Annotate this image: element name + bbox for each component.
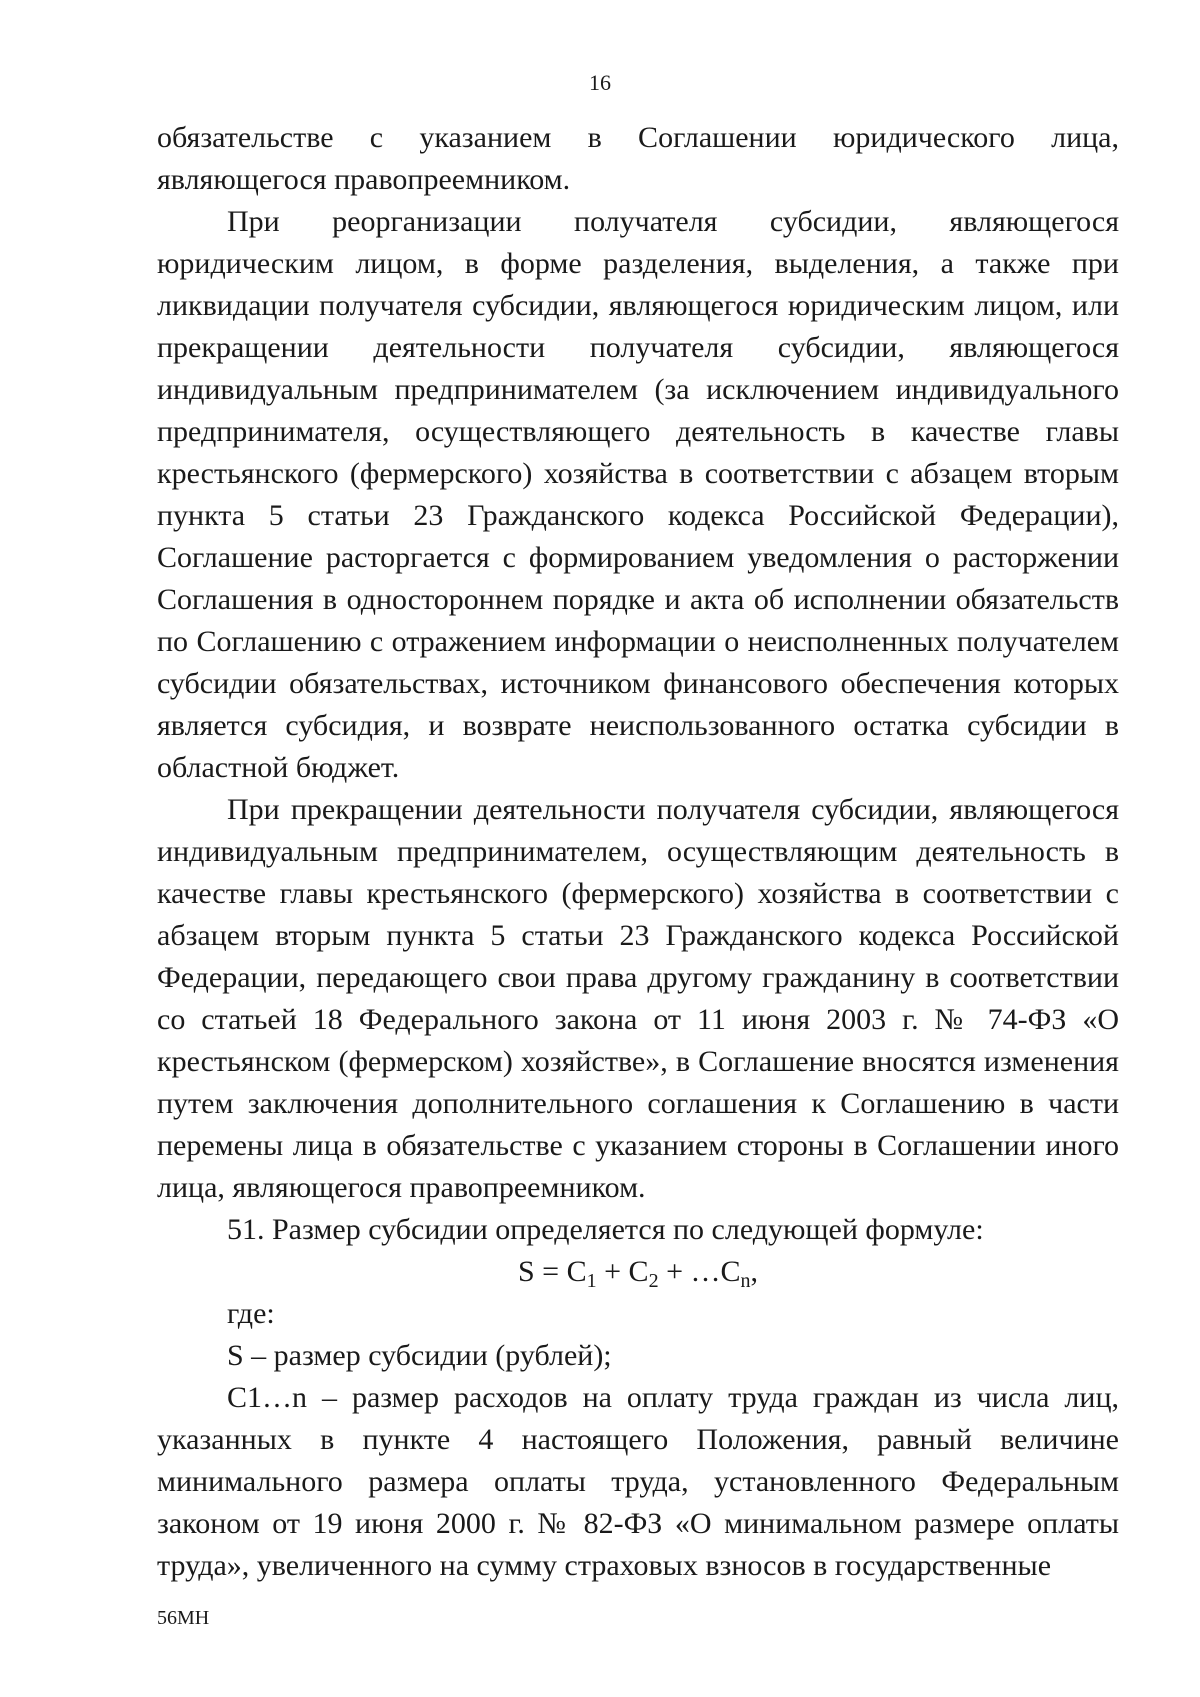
paragraph-continuation: обязательстве с указанием в Соглашении юридического лица, являющегося правопреемником.	[157, 121, 1119, 196]
formula-subscript-1: 1	[586, 1270, 597, 1292]
subsidy-formula	[157, 1251, 1119, 1293]
formula-lhs: S = C	[518, 1255, 587, 1288]
formula-plus-cn: + …C	[658, 1255, 741, 1288]
formula-subscript-2: 2	[648, 1270, 659, 1292]
document-body	[157, 117, 1119, 1587]
definition-s: S – размер субсидии (рублей);	[227, 1339, 612, 1372]
formula-subscript-n: n	[740, 1270, 751, 1292]
paragraph-51-subsidy-size: 51. Размер субсидии определяется по следующей формуле:	[227, 1213, 984, 1246]
page-number: 16	[589, 70, 611, 95]
paragraph-reorganization: При реорганизации получателя субсидии, являющегося юридическим лицом, в форме разделения, выделения, а также при ликвидации получателя субсидии, являющегося юридическим лицом, или прекращении деятельности получателя субсидии, являющегося индивидуальным предпринимателем (за исключением индивидуального предпринимателя, осуществляющего деятельность в качестве главы крестьянского (фермерского) хозяйства в соответствии с абзацем вторым пункта 5 статьи 23 Гражданского кодекса Российской Федерации), Соглашение расторгается с формированием уведомления о расторжении Соглашения в одностороннем порядке и акта об исполнении обязательств по Соглашению с отражением информации о неисполненных получателем субсидии обязательствах, источником финансового обеспечения которых является субсидия, и возврате неиспользованного остатка субсидии в областной бюджет.	[157, 205, 1119, 784]
formula-comma: ,	[750, 1255, 758, 1288]
definition-c1-n: C1…n – размер расходов на оплату труда граждан из числа лиц, указанных в пункте 4 настоящего Положения, равный величине минимального размера оплаты труда, установленного Федеральным законом от 19 июня 2000 г. № 82-ФЗ «О минимальном размере оплаты труда», увеличенного на сумму страховых взносов в государственные	[157, 1381, 1119, 1582]
document-footer-code: 56МН	[157, 1607, 210, 1629]
formula-plus-c2: + C	[596, 1255, 649, 1288]
paragraph-termination-farm-head: При прекращении деятельности получателя субсидии, являющегося индивидуальным предпринимателем, осуществляющим деятельность в качестве главы крестьянского (фермерского) хозяйства в соответствии с абзацем вторым пункта 5 статьи 23 Гражданского кодекса Российской Федерации, передающего свои права другому гражданину в соответствии со статьей 18 Федерального закона от 11 июня 2003 г. № 74-ФЗ «О крестьянском (фермерском) хозяйстве», в Соглашение вносятся изменения путем заключения дополнительного соглашения к Соглашению в части перемены лица в обязательстве с указанием стороны в Соглашении иного лица, являющегося правопреемником.	[157, 793, 1119, 1204]
where-label: где:	[227, 1297, 275, 1330]
